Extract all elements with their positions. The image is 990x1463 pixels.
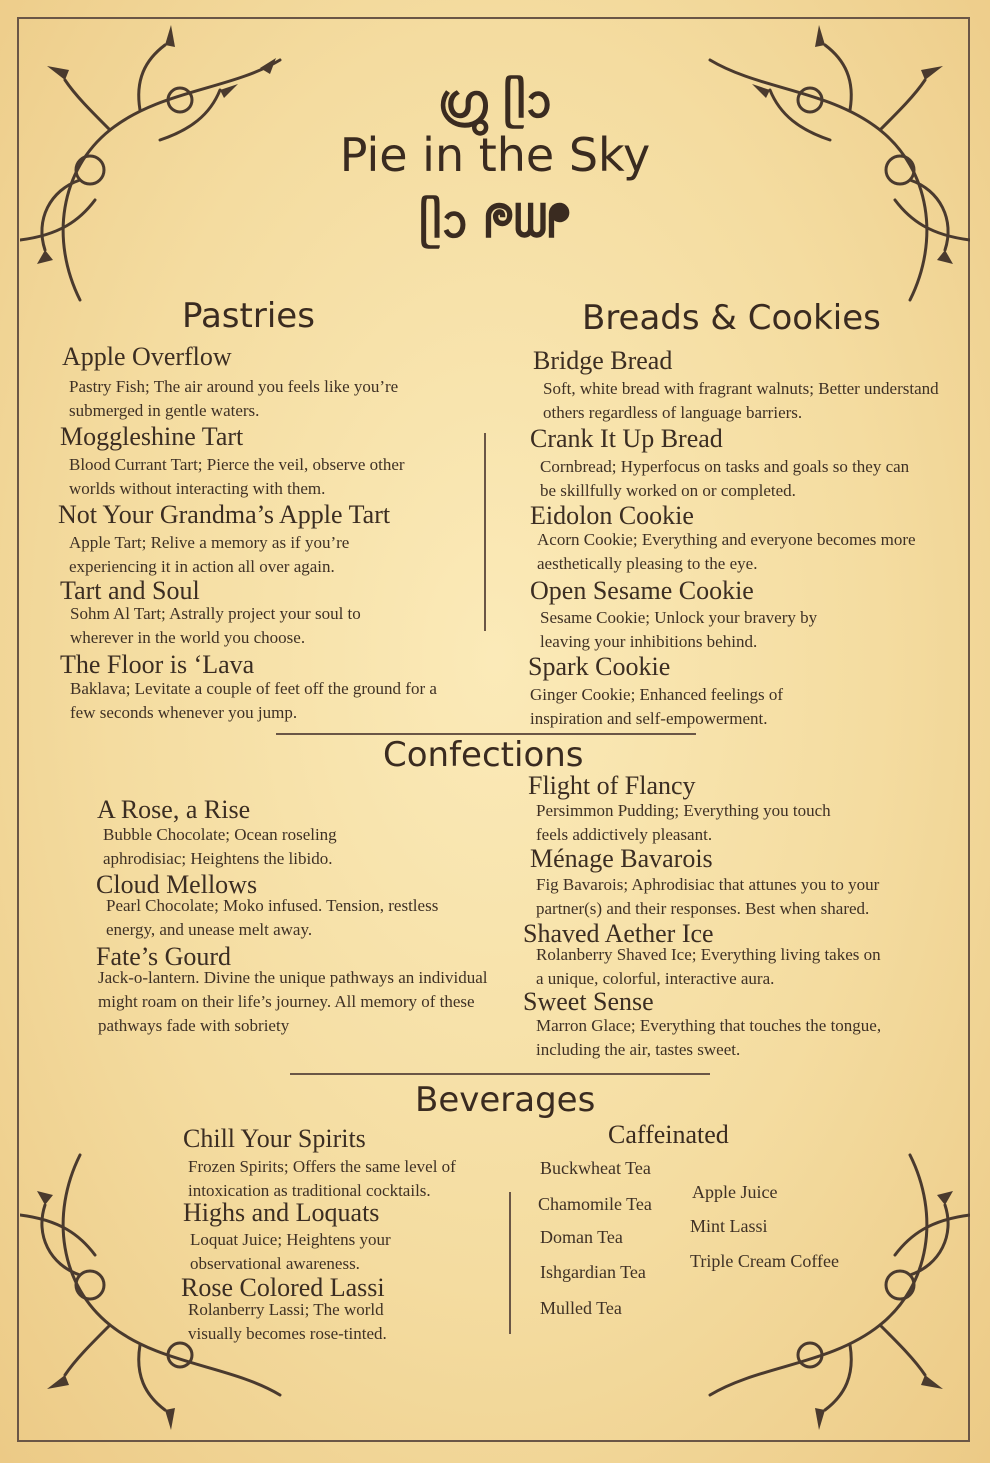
pastry-name: Moggleshine Tart	[60, 422, 244, 451]
confection-desc: Fig Bavarois; Aphrodisiac that attunes you to your partner(s) and their responses. Best when shared.	[536, 875, 880, 918]
confection-desc: Jack-o-lantern. Divine the unique pathways an individual might roam on their life’s journey. All memory of these pathways fade with sobriety	[98, 968, 488, 1035]
caffeinated-item: Apple Juice	[692, 1182, 778, 1202]
beverage-desc: Frozen Spirits; Offers the same level of intoxication as traditional cocktails.	[188, 1157, 456, 1200]
confection-desc: Bubble Chocolate; Ocean roseling aphrodisiac; Heightens the libido.	[103, 825, 337, 868]
pastry-name: Not Your Grandma’s Apple Tart	[58, 500, 391, 529]
confection-desc: Marron Glace; Everything that touches the tongue, including the air, tastes sweet.	[536, 1016, 882, 1059]
pastry-desc: Apple Tart; Relive a memory as if you’re experiencing it in action all over again.	[69, 533, 350, 576]
bread-name: Spark Cookie	[528, 652, 671, 681]
caffeinated-item: Mint Lassi	[690, 1216, 768, 1236]
caffeinated-item: Triple Cream Coffee	[690, 1251, 839, 1271]
corner-flourish-top-left	[20, 20, 310, 310]
bread-desc: Ginger Cookie; Enhanced feelings of inspiration and self-empowerment.	[530, 685, 784, 728]
beverage-name: Highs and Loquats	[183, 1198, 380, 1227]
caffeinated-item: Doman Tea	[540, 1227, 623, 1247]
title-glyph-bottom: ᥫᩣ ᖘᗯᖰ	[419, 194, 571, 248]
bread-desc: Cornbread; Hyperfocus on tasks and goals so they can be skillfully worked on or completed.	[540, 457, 910, 500]
pastry-name: The Floor is ‘Lava	[60, 650, 255, 679]
title-glyph-top: ഗ്രു ᥫᩣ	[437, 74, 553, 128]
beverage-desc: Loquat Juice; Heightens your observational awareness.	[190, 1230, 391, 1273]
column-divider	[484, 433, 486, 631]
bread-name: Eidolon Cookie	[530, 501, 694, 530]
pastry-desc: Sohm Al Tart; Astrally project your soul to wherever in the world you choose.	[70, 604, 361, 647]
confection-name: Fate’s Gourd	[96, 942, 232, 971]
confection-name: Shaved Aether Ice	[523, 919, 714, 948]
confection-desc: Rolanberry Shaved Ice; Everything living takes on a unique, colorful, interactive aura.	[536, 945, 881, 988]
bread-name: Bridge Bread	[533, 346, 673, 375]
section-divider	[290, 1073, 710, 1075]
caffeinated-item: Buckwheat Tea	[540, 1158, 651, 1178]
confection-name: Ménage Bavarois	[530, 844, 713, 873]
pastry-name: Tart and Soul	[60, 576, 200, 605]
bread-name: Crank It Up Bread	[530, 424, 723, 453]
beverage-desc: Rolanberry Lassi; The world visually becomes rose-tinted.	[188, 1300, 387, 1343]
confection-desc: Pearl Chocolate; Moko infused. Tension, restless energy, and unease melt away.	[106, 896, 439, 939]
bread-desc: Acorn Cookie; Everything and everyone becomes more aesthetically pleasing to the eye.	[537, 530, 916, 573]
beverage-name: Chill Your Spirits	[183, 1124, 366, 1153]
pastry-desc: Blood Currant Tart; Pierce the veil, observe other worlds without interacting with them.	[69, 455, 405, 498]
caffeinated-item: Mulled Tea	[540, 1298, 622, 1318]
pastries-heading: Pastries	[182, 296, 315, 336]
pastry-desc: Pastry Fish; The air around you feels like you’re submerged in gentle waters.	[69, 377, 399, 420]
bread-desc: Soft, white bread with fragrant walnuts; Better understand others regardless of language barriers.	[543, 379, 939, 422]
bread-desc: Sesame Cookie; Unlock your bravery by leaving your inhibitions behind.	[540, 608, 818, 651]
confection-name: A Rose, a Rise	[97, 795, 251, 824]
bread-name: Open Sesame Cookie	[530, 576, 754, 605]
beverage-name: Rose Colored Lassi	[181, 1273, 385, 1302]
confections-heading: Confections	[383, 735, 584, 775]
pastry-name: Apple Overflow	[62, 342, 232, 371]
confection-desc: Persimmon Pudding; Everything you touch feels addictively pleasant.	[536, 801, 831, 844]
caffeinated-heading: Caffeinated	[608, 1120, 729, 1149]
breads-heading: Breads & Cookies	[582, 298, 881, 338]
beverages-heading: Beverages	[415, 1080, 596, 1120]
caffeinated-item: Chamomile Tea	[538, 1194, 652, 1214]
caffeinated-item: Ishgardian Tea	[540, 1262, 646, 1282]
confection-name: Cloud Mellows	[96, 870, 258, 899]
corner-flourish-top-right	[680, 20, 970, 310]
pastry-desc: Baklava; Levitate a couple of feet off the ground for a few seconds whenever you jump.	[70, 679, 437, 722]
beverages-divider	[509, 1192, 511, 1334]
confection-name: Flight of Flancy	[528, 771, 696, 800]
page-title: Pie in the Sky	[339, 128, 651, 182]
confection-name: Sweet Sense	[523, 987, 654, 1016]
